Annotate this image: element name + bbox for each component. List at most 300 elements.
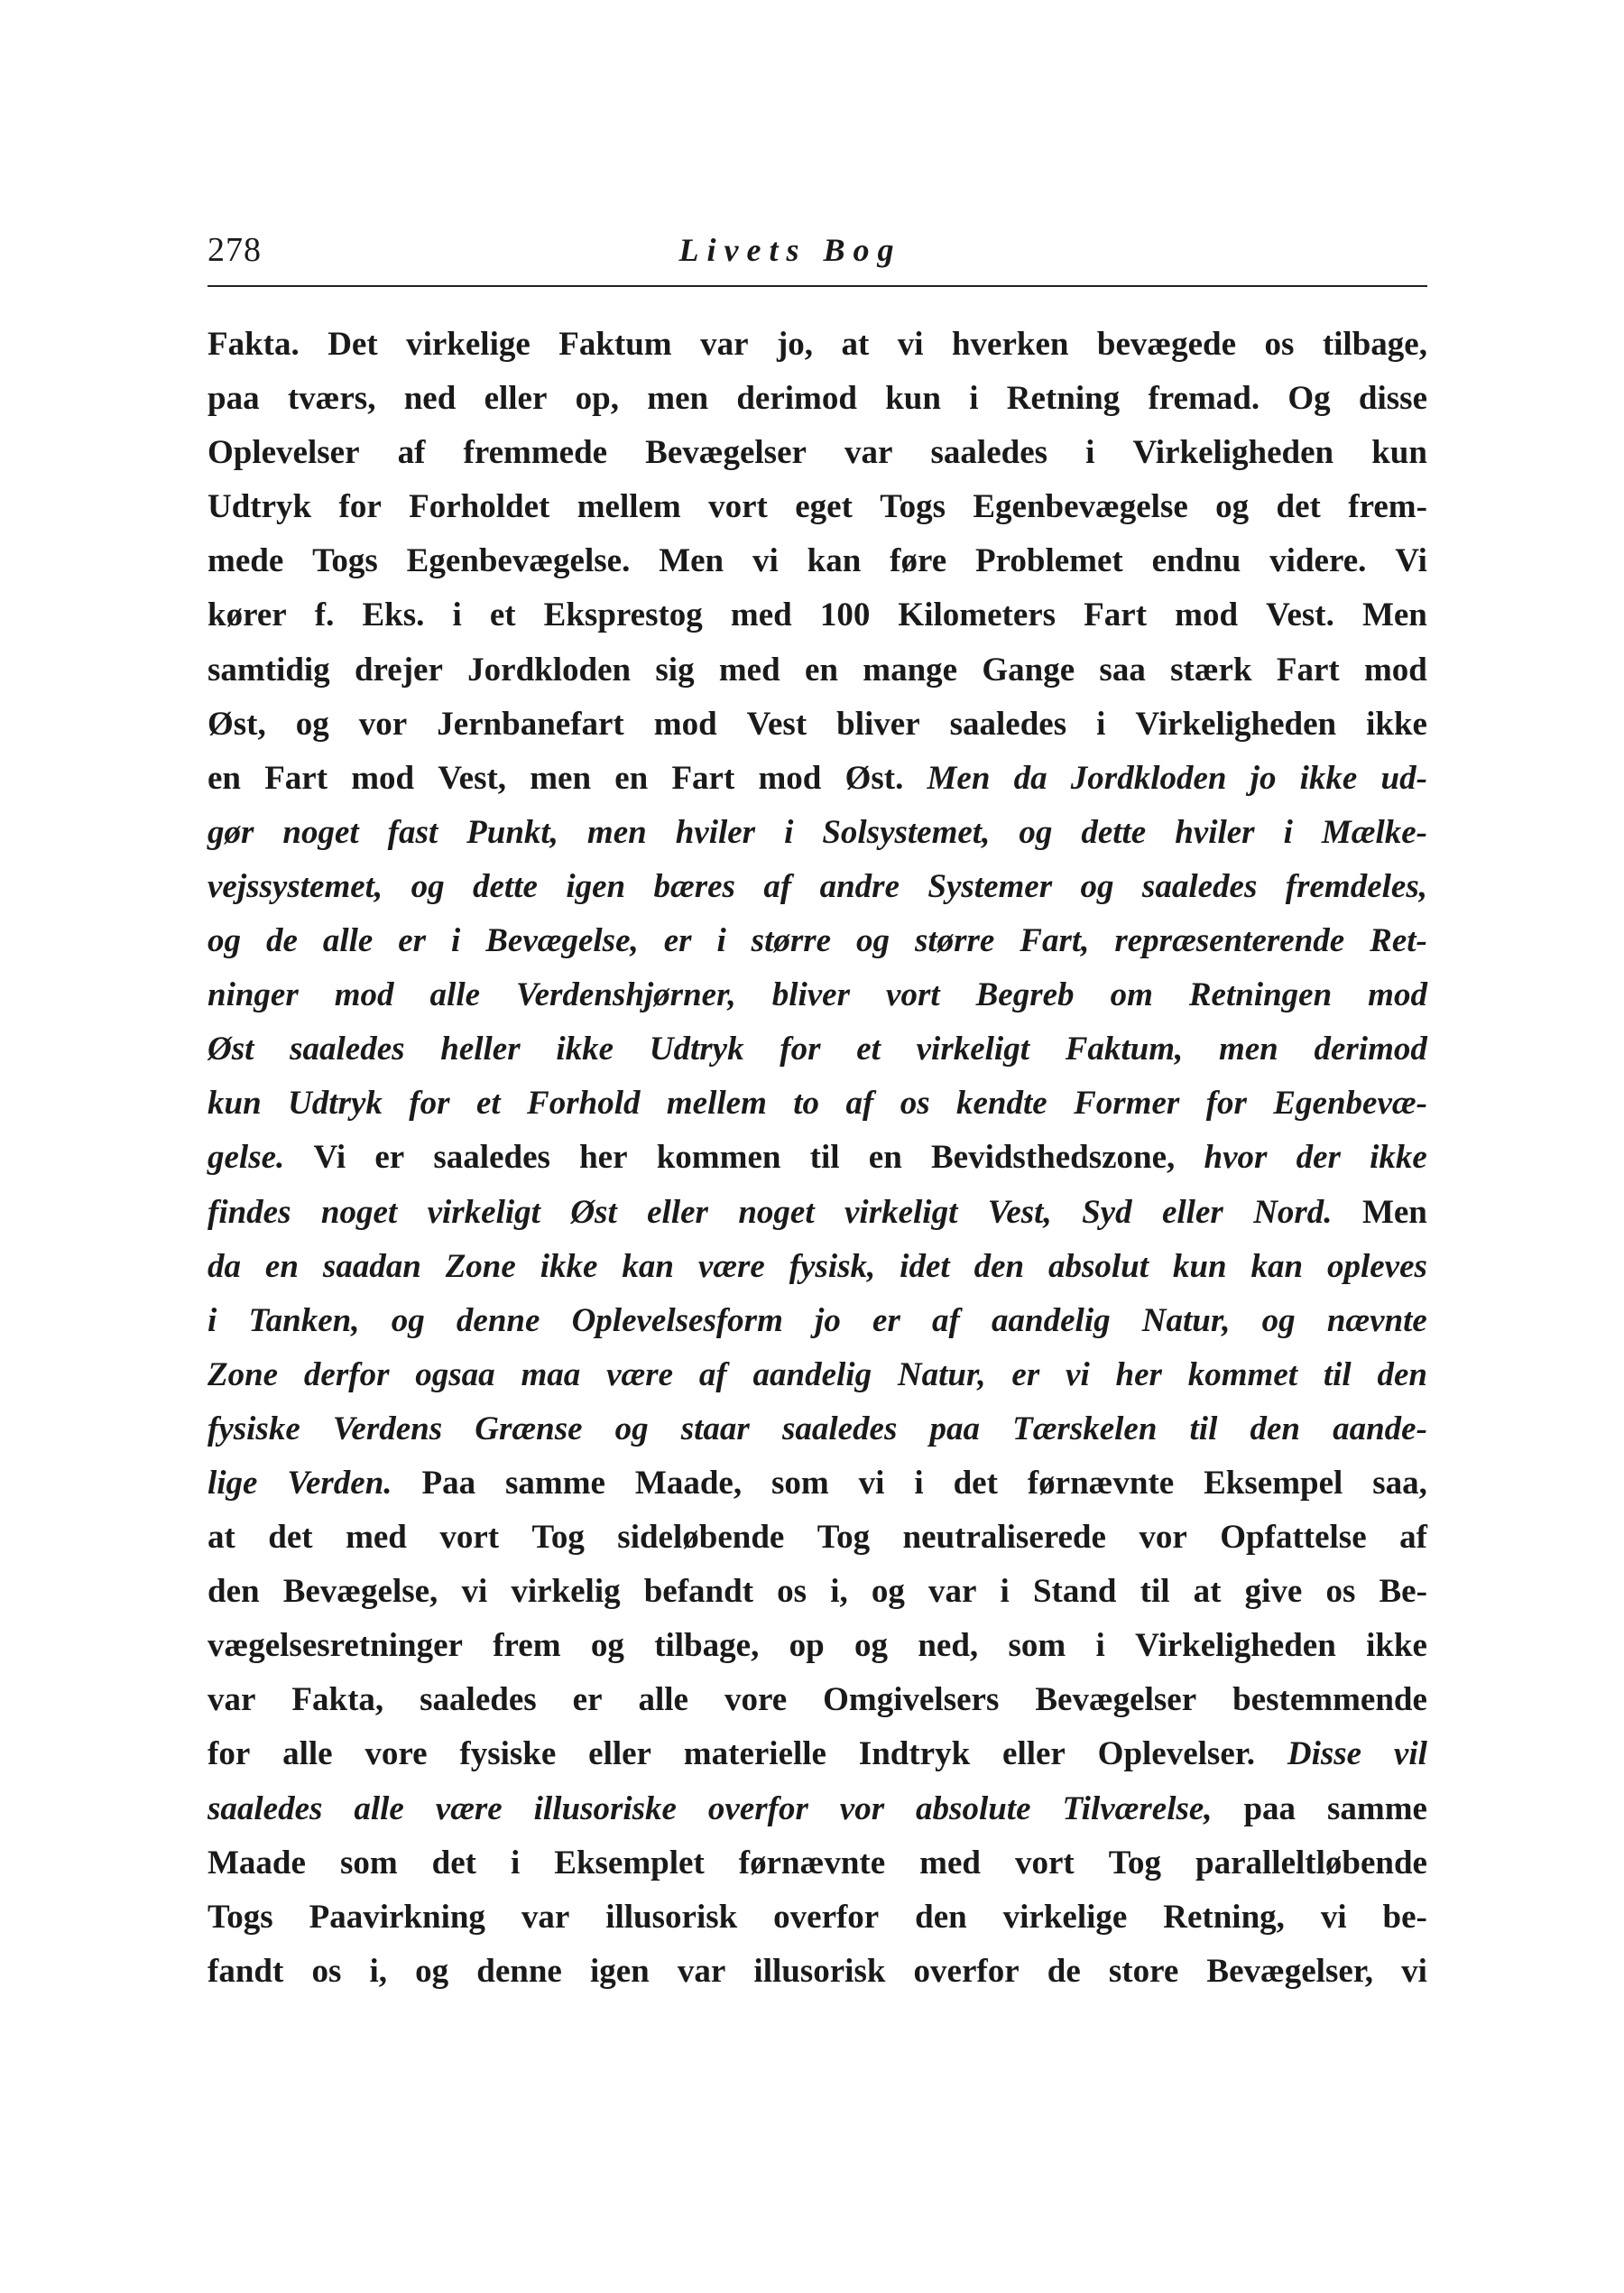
word: alle [638,1681,688,1719]
word: i [914,1464,924,1502]
word: 100 [819,596,871,634]
word: Nord. [1253,1193,1333,1231]
word: findes [208,1193,291,1231]
word: Faktum, [1065,1031,1184,1068]
word: Men [1361,1193,1427,1231]
word: os [1264,326,1295,363]
word: et [856,1031,881,1068]
word: og [411,867,445,905]
word: ninger [208,976,299,1014]
word: ikke [1370,1139,1427,1177]
word: i [1000,1573,1010,1611]
word: med [346,1519,407,1557]
word: Øst. [844,759,904,797]
word: var [208,1681,256,1719]
word: en [614,759,649,797]
word: sig [655,651,695,689]
text-line [208,643,1427,698]
word: maa [521,1355,581,1393]
word: for [780,1031,821,1068]
word: ned [403,380,457,418]
word: vejssystemet, [208,867,383,905]
word: store [1108,1952,1179,1990]
word: Vest, [987,1193,1052,1231]
word: illusorisk [753,1952,886,1990]
word: saadan [322,1247,421,1285]
word: men [647,380,709,418]
word: ikke [556,1031,614,1068]
word: Retning, [1163,1898,1285,1936]
word: igen [589,1952,650,1990]
word: et [489,596,516,634]
word: af [1399,1519,1427,1557]
word: os [1325,1573,1356,1611]
word: Virkeligheden [1135,1627,1336,1665]
word: Fart [1276,651,1340,689]
word: og [1019,813,1053,851]
word: og [208,922,241,960]
word: og [856,922,890,960]
text-line [208,1673,1427,1727]
word: i [784,813,794,851]
text-line [208,372,1427,426]
word: aande- [1333,1410,1427,1447]
word: Verden. [287,1464,392,1502]
word: frem [493,1627,561,1665]
word: Fart [264,759,328,797]
word: be- [1382,1898,1427,1936]
word: vil [1393,1735,1427,1773]
word: op [789,1627,825,1665]
word: Paavirkning [309,1898,485,1936]
word: for [338,488,382,526]
word: Fakta. [208,326,300,363]
word: men [530,759,592,797]
word: Verdens [332,1410,443,1447]
word: absolute [916,1789,1031,1827]
word: paa [929,1410,980,1447]
word: Former [1074,1085,1180,1123]
word: bliver [771,976,851,1014]
text-line [208,1022,1427,1077]
word: i [1085,434,1095,472]
body-text [208,318,1427,1999]
word: vore [724,1681,788,1719]
word: og [295,705,329,743]
word: frem- [1348,488,1427,526]
word: Fart, [1020,922,1090,960]
word: Udtryk [208,488,312,526]
word: Faktum [558,326,672,363]
word: Vest. [1266,596,1334,634]
word: vi [858,1464,885,1502]
word: Og [1287,380,1331,418]
word: vi [752,542,779,580]
word: i [208,1301,217,1339]
word: aandelig [752,1355,872,1393]
word: overfor [913,1952,1020,1990]
word: fysiske [208,1410,300,1447]
word: i [511,1844,521,1882]
text-line [208,1727,1427,1781]
word: saaledes [420,1681,537,1719]
word: den [973,1247,1025,1285]
word: Systemer [927,867,1053,905]
word: os [900,1085,930,1123]
word: mod [1368,976,1427,1014]
word: er [398,922,427,960]
word: neutraliserede [902,1519,1106,1557]
text-line [208,1240,1427,1294]
word: noget [282,813,359,851]
word: samme [505,1464,605,1502]
word: kendte [956,1085,1047,1123]
word: hverken [951,326,1069,363]
word: til [1140,1573,1170,1611]
word: Øst, [208,705,266,743]
word: førnævnte [1027,1464,1175,1502]
word: var [677,1952,726,1990]
word: virkelig [511,1573,621,1611]
word: Det [328,326,378,363]
word: en [208,759,241,797]
word: føre [890,542,947,580]
running-title: Livets Bog [678,232,902,268]
word: med [919,1844,981,1882]
word: som [771,1464,829,1502]
word: Tilværelse, [1062,1789,1213,1827]
text-line [208,1891,1427,1945]
word: derfor [303,1355,390,1393]
word: Men [659,542,724,580]
word: en [868,1139,902,1177]
word: Fart [671,759,735,797]
word: fysisk, [789,1247,876,1285]
word: den [1250,1410,1300,1447]
word: Men [927,759,991,797]
word: Egenbevægelse. [406,542,631,580]
word: men [1218,1031,1278,1068]
word: befandt [643,1573,754,1611]
word: Zone [208,1355,279,1393]
word: idet [900,1247,950,1285]
word: sideløbende [617,1519,785,1557]
word: bevægede [1096,326,1237,363]
word: Tog [1108,1844,1162,1882]
word: kun [1172,1247,1227,1285]
word: eller [1002,1735,1066,1773]
word: vi [1401,1952,1427,1990]
word: og [590,1627,624,1665]
word: en [264,1247,299,1285]
word: i [1096,705,1106,743]
word: er [1011,1355,1040,1393]
word: alle [429,976,481,1014]
text-line [208,1511,1427,1565]
word: dette [1081,813,1147,851]
word: Punkt, [466,813,558,851]
word: saaledes [949,705,1067,743]
word: materielle [683,1735,826,1773]
word: saaledes [781,1410,898,1447]
word: større [751,922,832,960]
word: drejer [354,651,443,689]
word: og [1215,488,1250,526]
text-line [208,588,1427,643]
word: Bevægelser [645,434,807,472]
word: alle [282,1735,333,1773]
text-line [208,1131,1427,1185]
word: til [1323,1355,1352,1393]
word: paralleltløbende [1195,1844,1427,1882]
word: fremad. [1148,380,1260,418]
word: mod [351,759,415,797]
word: illusoriske [533,1789,677,1827]
word: illusorisk [605,1898,738,1936]
word: Togs [208,1898,273,1936]
word: Jordkloden [1070,759,1227,797]
word: en [804,651,838,689]
word: f. [314,596,335,634]
word: vort [1014,1844,1075,1882]
word: Togs [880,488,946,526]
word: saaledes [433,1139,550,1177]
word: Be- [1379,1573,1427,1611]
word: Jordkloden [467,651,632,689]
word: eller [484,380,548,418]
word: som [339,1844,398,1882]
word: Vest, [438,759,507,797]
word: Tog [531,1519,585,1557]
word: ned, [918,1627,979,1665]
word: er [872,1301,900,1339]
word: fandt [208,1952,284,1990]
word: Vi [313,1139,346,1177]
word: virkelige [1002,1898,1128,1936]
word: Vi [1395,542,1427,580]
word: Stand [1032,1573,1117,1611]
word: tværs, [287,380,376,418]
word: Oplevelser. [1097,1735,1256,1773]
word: vort [439,1519,500,1557]
text-line [208,968,1427,1022]
word: Eksemplet [554,1844,705,1882]
word: give [1244,1573,1303,1611]
word: i [452,596,462,634]
word: Egenbevægelse [973,488,1188,526]
word: Men [1361,596,1427,634]
word: disse [1358,380,1427,418]
word: Togs [312,542,378,580]
word: er [663,922,692,960]
word: men [586,813,647,851]
word: gelse. [208,1139,285,1177]
text-line [208,1836,1427,1891]
word: og [391,1301,425,1339]
word: op, [575,380,619,418]
word: absolut [1047,1247,1149,1285]
word: kommen [656,1139,781,1177]
word: Natur, [897,1355,986,1393]
word: de [265,922,298,960]
text-line [208,1782,1427,1836]
word: som [1008,1627,1066,1665]
word: saa, [1372,1464,1427,1502]
word: her [579,1139,628,1177]
word: Verdenshjørner, [516,976,736,1014]
word: paa [208,380,260,418]
word: om [1110,976,1153,1014]
word: derimod [736,380,857,418]
word: fremdeles, [1285,867,1427,905]
word: Egenbevæ- [1273,1085,1427,1123]
word: i [969,380,979,418]
word: ikke [1366,705,1427,743]
word: Bevægelser [1035,1681,1197,1719]
word: førnævnte [738,1844,886,1882]
word: Tærskelen [1012,1410,1158,1447]
word: alle [322,922,374,960]
word: af [397,434,426,472]
word: og [614,1410,649,1447]
word: vor [358,705,408,743]
word: mange [863,651,958,689]
word: at [208,1519,235,1557]
text-line [208,806,1427,860]
word: ikke [540,1247,598,1285]
text-line [208,1348,1427,1402]
word: med [730,596,792,634]
word: mod [1175,596,1239,634]
word: og [1261,1301,1296,1339]
text-line [208,752,1427,806]
word: Oplevelser [208,434,360,472]
word: dette [473,867,538,905]
word: Maade, [634,1464,743,1502]
word: to [793,1085,820,1123]
text-line [208,534,1427,588]
word: endnu [1151,542,1241,580]
word: noget [738,1193,815,1231]
word: Indtryk [858,1735,971,1773]
word: Natur, [1141,1301,1231,1339]
word: alle [354,1789,404,1827]
word: i [716,922,726,960]
running-head [208,227,1427,282]
word: tilbage, [654,1627,760,1665]
text-line [208,1077,1427,1131]
word: vægelsesretninger [208,1627,463,1665]
word: virkeligt [844,1193,958,1231]
word: Fakta, [291,1681,384,1719]
text-line [208,426,1427,480]
word: Tanken, [248,1301,360,1339]
word: Kilometers [898,596,1057,634]
word: af [763,867,792,905]
word: det [1276,488,1321,526]
word: i, [369,1952,387,1990]
word: der [1296,1139,1341,1177]
word: derimod [1314,1031,1427,1068]
word: videre. [1269,542,1367,580]
word: er [572,1681,603,1719]
word: i, [830,1573,848,1611]
word: Forhold [527,1085,641,1123]
word: Problemet [975,542,1123,580]
word: vort [708,488,768,526]
word: mede [208,542,284,580]
word: staar [680,1410,750,1447]
text-line [208,1402,1427,1456]
word: Syd [1082,1193,1132,1231]
text-line [208,698,1427,752]
word: hvor [1204,1139,1268,1177]
word: da [208,1247,241,1285]
word: os [311,1952,342,1990]
word: det [268,1519,313,1557]
word: den [1377,1355,1427,1393]
word: bæres [653,867,735,905]
word: af [845,1085,874,1123]
word: mod [758,759,822,797]
word: paa [1243,1789,1296,1827]
word: vi [897,326,924,363]
word: for [1205,1085,1247,1123]
word: Eksprestog [543,596,703,634]
word: Vest [746,705,807,743]
text-line [208,1186,1427,1240]
word: Paa [421,1464,476,1502]
word: af [698,1355,727,1393]
word: og [871,1573,905,1611]
word: Bevægelser, [1206,1952,1374,1990]
word: bestemmende [1232,1681,1427,1719]
word: vi [1320,1898,1347,1936]
word: denne [456,1301,540,1339]
word: ogsaa [415,1355,495,1393]
word: vort [886,976,940,1014]
word: er [374,1139,405,1177]
word: kan [807,542,862,580]
word: vore [364,1735,428,1773]
word: Opfattelse [1220,1519,1367,1557]
word: kun [208,1085,262,1123]
text-line [208,1294,1427,1348]
word: igen [566,867,626,905]
word: Ret- [1370,922,1427,960]
word: overfor [707,1789,808,1827]
word: de [1047,1952,1081,1990]
word: være [697,1247,765,1285]
word: ikke [1366,1627,1427,1665]
word: vi [461,1573,488,1611]
word: saa [1099,651,1146,689]
word: den [208,1573,260,1611]
word: var [700,326,749,363]
text-line [208,1619,1427,1673]
word: fast [387,813,438,851]
word: fremmede [463,434,608,472]
word: saaledes [930,434,1048,472]
text-line [208,914,1427,968]
word: jo, [776,326,814,363]
word: tilbage, [1322,326,1427,363]
word: Eks. [362,596,425,634]
word: hviler [1175,813,1255,851]
word: mod [653,705,717,743]
word: det [431,1844,476,1882]
word: at [1193,1573,1222,1611]
